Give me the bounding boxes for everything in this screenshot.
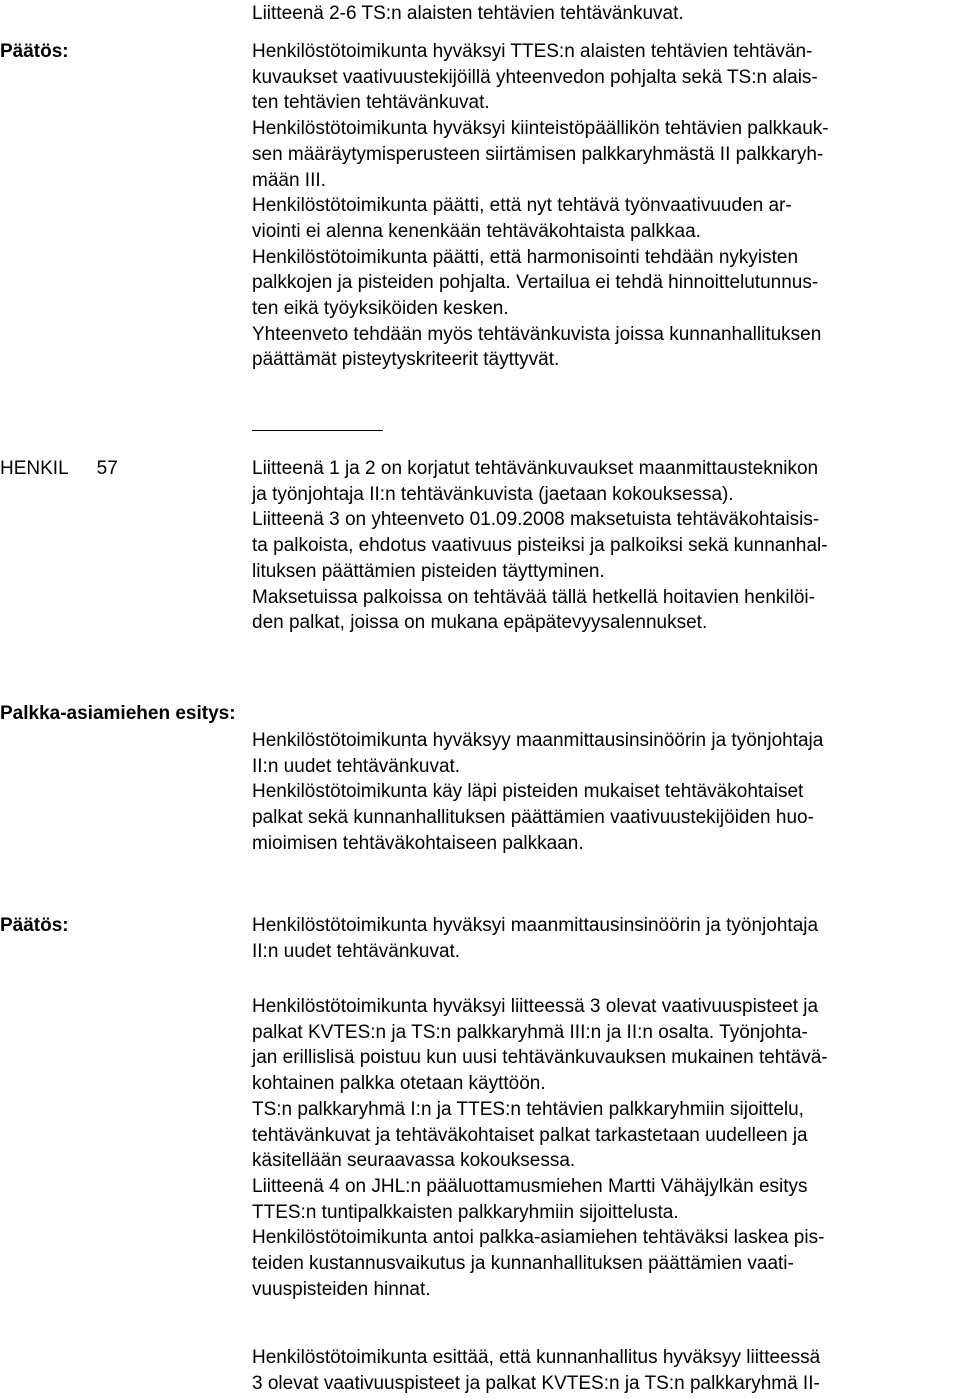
- henkil-line: den palkat, joissa on mukana epäpätevyysalennukset.: [252, 612, 708, 634]
- paatos2-b-line: Liitteenä 4 on JHL:n pääluottamusmiehen Martti Vähäjylkän esitys: [252, 1175, 808, 1197]
- paatos2-b-line: Henkilöstötoimikunta hyväksyi liitteessä 3 olevat vaativuuspisteet ja: [252, 996, 819, 1017]
- paatos1-line: päättämät pisteytyskriteerit täyttyvät.: [252, 349, 560, 371]
- paatos2-b-line: TS:n palkkaryhmä I:n ja TTES:n tehtävien palkkaryhmiin sijoittelu,: [252, 1098, 804, 1120]
- paatos1-line: Henkilöstötoimikunta päätti, että harmonisointi tehdään nykyisten: [252, 246, 799, 268]
- paatos2-b-line: tehtävänkuvat ja tehtäväkohtaiset palkat tarkastetaan uudelleen ja: [252, 1124, 808, 1146]
- paatos1-line: ten tehtävien tehtävänkuvat.: [252, 92, 490, 114]
- henkil-line: Maksetuissa palkoissa on tehtävää tällä hetkellä hoitavien henkilöi-: [252, 586, 815, 608]
- palkka-line: mioimisen tehtäväkohtaiseen palkkaan.: [252, 832, 584, 854]
- paatos1-line: kuvaukset vaativuustekijöillä yhteenvedon pohjalta sekä TS:n alais-: [252, 66, 818, 88]
- paatos2-b-line: vuuspisteiden hinnat.: [252, 1278, 431, 1300]
- paatos1-line: sen määräytymisperusteen siirtämisen palkkaryhmästä II palkkaryh-: [252, 143, 824, 165]
- paatos2-a-line: Henkilöstötoimikunta hyväksyi maanmittausinsinöörin ja työnjohtaja: [252, 915, 819, 936]
- paatos-label-2: Päätös:: [0, 915, 69, 936]
- henkil-line: Liitteenä 1 ja 2 on korjatut tehtävänkuvaukset maanmittausteknikon: [252, 458, 819, 479]
- paatos2-b-line: käsitellään seuraavassa kokouksessa.: [252, 1150, 576, 1172]
- paatos1-line: mään III.: [252, 169, 326, 191]
- paatos1-line: Yhteenveto tehdään myös tehtävänkuvista joissa kunnanhallituksen: [252, 323, 822, 345]
- top-line: Liitteenä 2-6 TS:n alaisten tehtävien tehtävänkuvat.: [252, 3, 684, 24]
- paatos2-b-line: palkat KVTES:n ja TS:n palkkaryhmä III:n ja II:n osalta. Työnjohta-: [252, 1021, 808, 1043]
- paatos2-a-line: II:n uudet tehtävänkuvat.: [252, 940, 461, 962]
- paatos1-line: palkkojen ja pisteiden pohjalta. Vertailua ei tehdä hinnoittelutunnus-: [252, 272, 819, 294]
- palkka-asiamiehen-label: Palkka-asiamiehen esitys:: [0, 703, 236, 724]
- henkil-line: ja työnjohtaja II:n tehtävänkuvista (jaetaan kokouksessa).: [252, 483, 734, 505]
- paatos1-line: Henkilöstötoimikunta hyväksyi kiinteistöpäällikön tehtävien palkkauk-: [252, 118, 829, 140]
- palkka-line: Henkilöstötoimikunta käy läpi pisteiden mukaiset tehtäväkohtaiset: [252, 781, 804, 803]
- section-divider: [252, 430, 383, 431]
- paatos2-c-line: Henkilöstötoimikunta esittää, että kunnanhallitus hyväksyy liitteessä: [252, 1347, 821, 1368]
- henkil-number: 57: [96, 458, 118, 479]
- paatos2-c-line: 3 olevat vaativuuspisteet ja palkat KVTES:n ja TS:n palkkaryhmä II-: [252, 1372, 820, 1394]
- paatos1-line: ten eikä työyksiköiden kesken.: [252, 298, 509, 319]
- paatos2-b-line: teiden kustannusvaikutus ja kunnanhallituksen päättämien vaati-: [252, 1253, 794, 1274]
- paatos2-b-line: Henkilöstötoimikunta antoi palkka-asiamiehen tehtäväksi laskea pis-: [252, 1227, 825, 1249]
- palkka-line: palkat sekä kunnanhallituksen päättämien vaativuustekijöiden huo-: [252, 807, 814, 829]
- paatos2-b-line: kohtainen palkka otetaan käyttöön.: [252, 1073, 546, 1095]
- paatos2-b-line: jan erillislisä poistuu kun uusi tehtävänkuvauksen mukainen tehtävä-: [252, 1047, 828, 1069]
- henkil-label: [0, 458, 118, 480]
- henkil-line: lituksen päättämien pisteiden täyttyminen.: [252, 560, 605, 582]
- henkil-line: Liitteenä 3 on yhteenveto 01.09.2008 maksetuista tehtäväkohtaisis-: [252, 509, 820, 531]
- paatos1-line: Henkilöstötoimikunta hyväksyi TTES:n alaisten tehtävien tehtävän-: [252, 41, 813, 62]
- palkka-line: Henkilöstötoimikunta hyväksyy maanmittausinsinöörin ja työnjohtaja: [252, 730, 824, 751]
- paatos-label-1: Päätös:: [0, 41, 69, 62]
- paatos2-b-line: TTES:n tuntipalkkaisten palkkaryhmiin sijoittelusta.: [252, 1201, 679, 1223]
- paatos1-line: Henkilöstötoimikunta päätti, että nyt tehtävä työnvaativuuden ar-: [252, 195, 792, 217]
- henkil-label-text: HENKIL: [0, 458, 69, 479]
- paatos1-line: viointi ei alenna kenenkään tehtäväkohtaista palkkaa.: [252, 220, 701, 242]
- palkka-line: II:n uudet tehtävänkuvat.: [252, 755, 461, 777]
- henkil-line: ta palkoista, ehdotus vaativuus pisteiksi ja palkoiksi sekä kunnanhal-: [252, 535, 828, 557]
